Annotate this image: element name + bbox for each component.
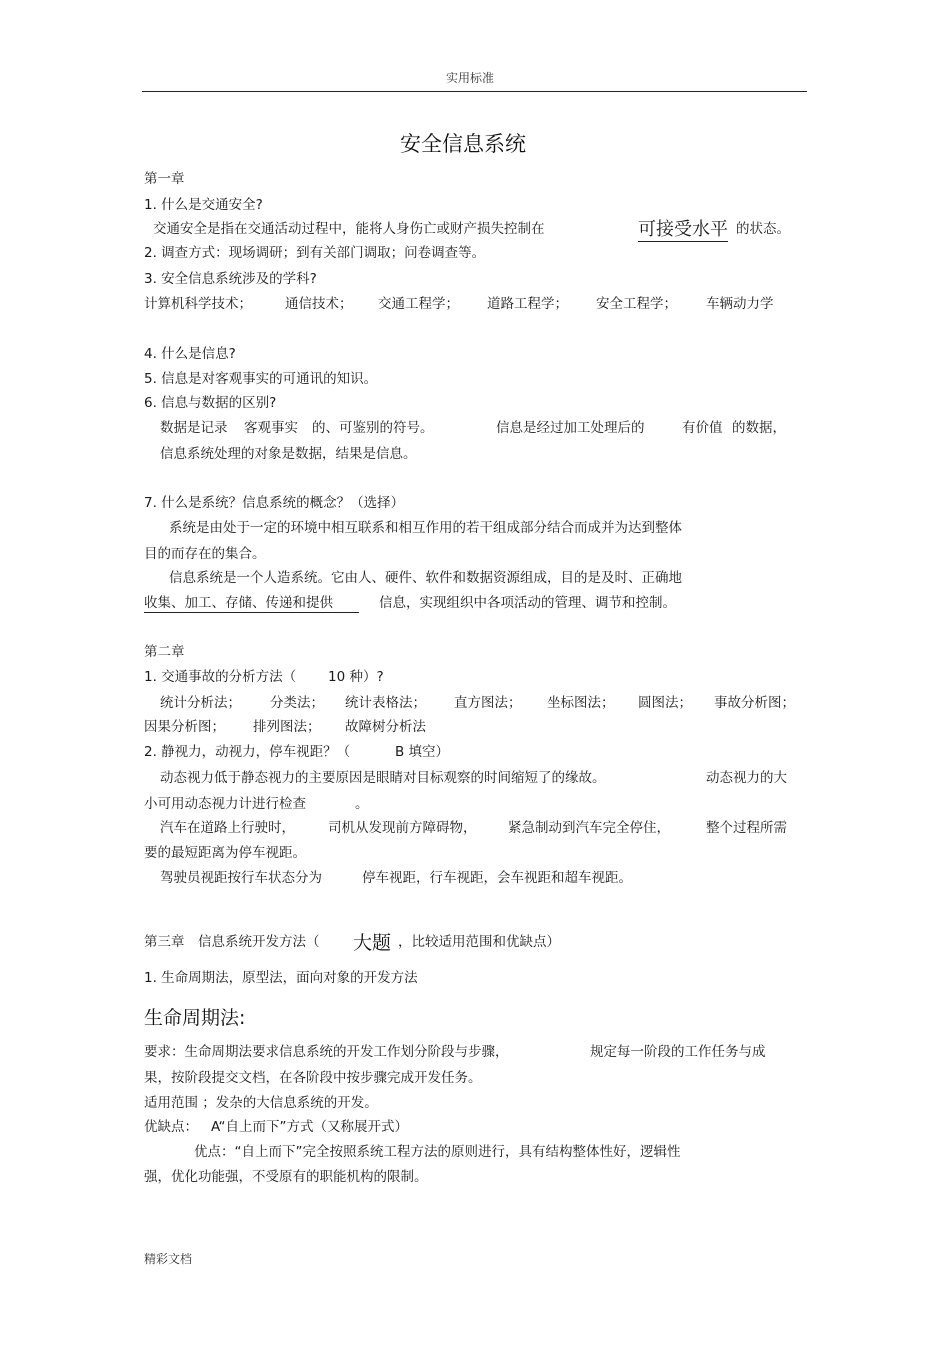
ch2-paragraph-2: 司机从发现前方障碍物， [328, 820, 477, 836]
key-phrase-underline: 收集、加工、存储、传递和提供 [144, 594, 359, 613]
answer-6-line-2: 信息系统处理的对象是数据，结果是信息。 [160, 446, 417, 462]
ch2-question-1-pre: 1. 交通事故的分析方法（ [144, 669, 297, 685]
answer-7-line: 目的而存在的集合。 [144, 546, 266, 562]
method-item: 统计分析法； [160, 695, 241, 711]
header-rule [142, 91, 807, 92]
subject-item: 通信技术； [285, 296, 353, 312]
pros-cons-method: A“自上而下”方式（又称展开式） [211, 1119, 408, 1135]
ch2-paragraph-1: 。 [355, 796, 369, 812]
pros-cons-label: 优缺点： [144, 1119, 198, 1135]
ch1-question-4: 4. 什么是信息? [144, 346, 236, 362]
method-item: 圆图法； [638, 695, 692, 711]
method-item: 直方图法； [454, 695, 522, 711]
subject-item: 道路工程学； [487, 296, 568, 312]
ch2-paragraph-1: 小可用动态视力计进行检查 [144, 796, 306, 812]
answer-7-key [144, 594, 359, 613]
answer-6-part: 有价值 [682, 420, 723, 436]
ch2-paragraph-3: 驾驶员视距按行车状态分为 [160, 870, 322, 886]
ch1-question-3: 3. 安全信息系统涉及的学科? [144, 271, 317, 287]
ch2-paragraph-3: 停车视距，行车视距，会车视距和超车视距。 [362, 870, 632, 886]
answer-1-post: 的状态。 [736, 221, 790, 237]
chapter-1-heading: 第一章 [144, 171, 185, 187]
page-footer: 精彩文档 [144, 1252, 193, 1266]
method-item: 统计表格法； [345, 695, 426, 711]
scope-text: 适用范围 ；发杂的大信息系统的开发。 [144, 1095, 378, 1111]
answer-7-line: 系统是由处于一定的环境中相互联系和相互作用的若干组成部分结合而成并为达到整体 [169, 520, 682, 536]
answer-7-line: 信息系统是一个人造系统。它由人、硬件、软件和数据资源组成，目的是及时、正确地 [169, 570, 682, 586]
answer-7-line: 信息，实现组织中各项活动的管理、调节和控制。 [379, 595, 676, 611]
ch2-question-2-pre: 2. 静视力，动视力，停车视距？（ [144, 744, 351, 760]
requirement-text: 要求：生命周期法要求信息系统的开发工作划分阶段与步骤， [144, 1044, 509, 1060]
key-phrase-underline: 可接受水平 [638, 215, 728, 242]
ch3-question-1: 1. 生命周期法，原型法，面向对象的开发方法 [144, 970, 418, 986]
method-item: 坐标图法； [547, 695, 615, 711]
subject-item: 交通工程学； [378, 296, 459, 312]
advantages-text: 强，优化功能强，不受原有的职能机构的限制。 [144, 1169, 428, 1185]
subject-item: 安全工程学； [596, 296, 677, 312]
ch1-question-1: 1. 什么是交通安全? [144, 197, 263, 213]
document-title: 安全信息系统 [400, 132, 526, 156]
ch2-question-1-num: 10 种）? [328, 669, 384, 685]
subject-item: 计算机科学技术； [144, 296, 252, 312]
section-heading: 生命周期法: [144, 1007, 246, 1029]
ch2-paragraph-1: 动态视力低于静态视力的主要原因是眼睛对目标观察的时间缩短了的缘故。 [160, 770, 606, 786]
answer-1-key [638, 215, 728, 242]
method-item: 事故分析图； [714, 695, 795, 711]
answer-6-part: 的数据， [732, 420, 786, 436]
ch1-question-2: 2. 调查方式：现场调研；到有关部门调取；问卷调查等。 [144, 245, 486, 261]
requirement-text: 果，按阶段提交文档，在各阶段中按步骤完成开发任务。 [144, 1070, 482, 1086]
ch1-answer-1 [153, 220, 545, 238]
ch2-paragraph-2: 整个过程所需 [706, 820, 787, 836]
method-item: 分类法； [270, 695, 324, 711]
method-item: 因果分析图； [144, 719, 225, 735]
requirement-text: 规定每一阶段的工作任务与成 [590, 1044, 766, 1060]
ch1-question-5: 5. 信息是对客观事实的可通讯的知识。 [144, 371, 378, 387]
chapter-3-heading-post: ，比较适用范围和优缺点） [398, 934, 560, 950]
chapter-2-heading: 第二章 [144, 644, 185, 660]
advantages-text: 优点：“自上而下”完全按照系统工程方法的原则进行，具有结构整体性好，逻辑性 [194, 1144, 681, 1160]
ch2-paragraph-2: 要的最短距离为停车视距。 [144, 845, 306, 861]
answer-6-part: 客观事实 [244, 420, 298, 436]
subject-item: 车辆动力学 [706, 296, 774, 312]
page-header: 实用标准 [446, 71, 495, 85]
answer-6-part: 的、可鉴别的符号。 [312, 420, 434, 436]
ch2-paragraph-2: 汽车在道路上行驶时， [160, 820, 295, 836]
answer-6-part: 信息是经过加工处理后的 [496, 420, 645, 436]
ch1-question-6: 6. 信息与数据的区别? [144, 395, 277, 411]
ch2-paragraph-1: 动态视力的大 [706, 770, 787, 786]
ch2-question-2-post: B 填空） [395, 744, 450, 760]
answer-1-pre: 交通安全是指在交通活动过程中，能将人身伤亡或财产损失控制在 [153, 221, 545, 237]
ch1-question-7: 7. 什么是系统？信息系统的概念？（选择） [144, 495, 405, 511]
answer-6-part: 数据是记录 [160, 420, 228, 436]
chapter-3-heading-big: 大题 [353, 932, 392, 954]
chapter-3-heading: 第三章 信息系统开发方法（ [144, 934, 320, 950]
ch2-paragraph-2: 紧急制动到汽车完全停住， [508, 820, 670, 836]
method-item: 排列图法； [253, 719, 321, 735]
method-item: 故障树分析法 [345, 719, 426, 735]
